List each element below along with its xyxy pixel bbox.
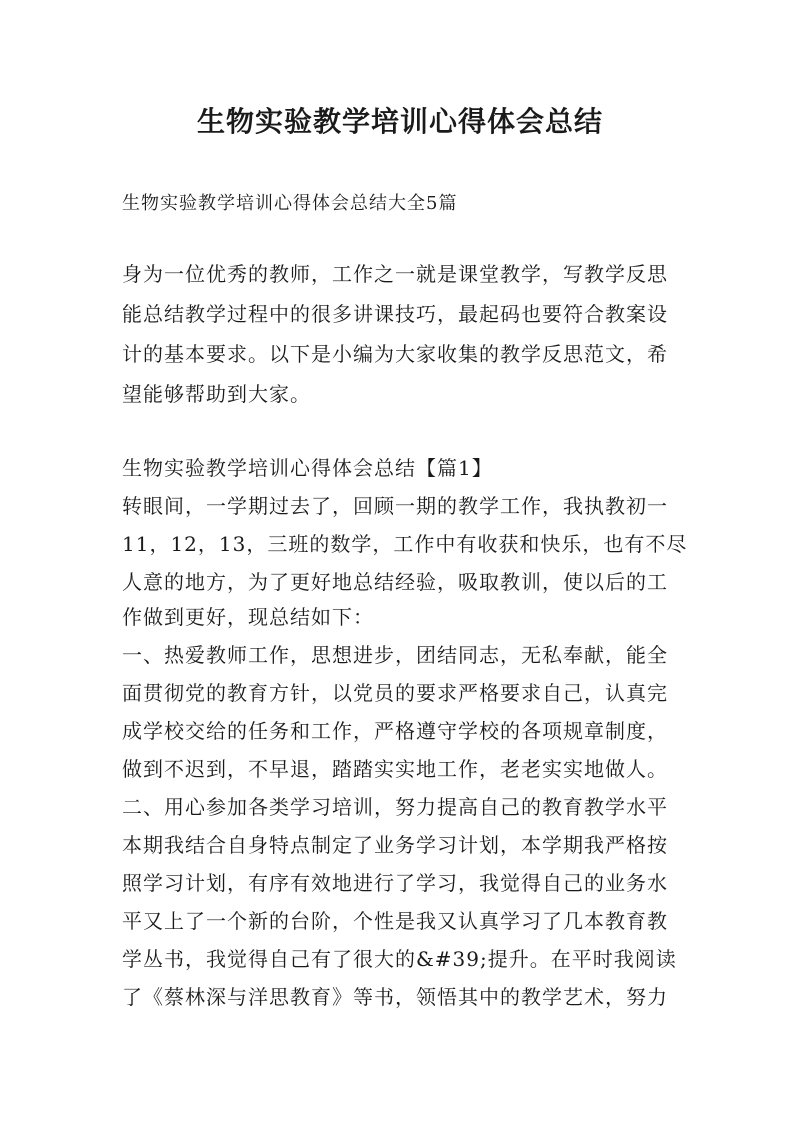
body-line: 学丛书，我觉得自己有了很大的&#39;提升。在平时我阅读 <box>122 947 677 971</box>
body-line: 成学校交给的任务和工作，严格遵守学校的各项规章制度， <box>122 719 668 743</box>
document-title: 生物实验教学培训心得体会总结 <box>196 105 603 138</box>
body-line: 二、用心参加各类学习培训，努力提高自己的教育教学水平 <box>122 795 668 819</box>
body-line: 了《蔡林深与洋思教育》等书，领悟其中的教学艺术，努力 <box>122 985 668 1009</box>
intro-line: 能总结教学过程中的很多讲课技巧，最起码也要符合教案设 <box>122 302 668 326</box>
body-line: 人意的地方，为了更好地总结经验，吸取教训，使以后的工 <box>122 570 668 594</box>
body-line: 本期我结合自身特点制定了业务学习计划，本学期我严格按 <box>122 833 668 857</box>
body-line: 转眼间，一学期过去了，回顾一期的教学工作，我执教初一 <box>122 494 668 518</box>
body-line: 面贯彻党的教育方针，以党员的要求严格要求自己，认真完 <box>122 681 668 705</box>
body-line: 平又上了一个新的台阶，个性是我又认真学习了几本教育教 <box>122 909 668 933</box>
body-line: 一、热爱教师工作，思想进步，团结同志，无私奉献，能全 <box>122 643 668 667</box>
intro-line: 望能够帮助到大家。 <box>122 382 311 406</box>
body-line: 做到不迟到，不早退，踏踏实实地工作，老老实实地做人。 <box>122 757 668 781</box>
document-subtitle: 生物实验教学培训心得体会总结大全5篇 <box>122 193 458 214</box>
body-line: 作做到更好，现总结如下： <box>122 605 374 629</box>
intro-line: 身为一位优秀的教师，工作之一就是课堂教学，写教学反思 <box>122 262 668 286</box>
body-line: 照学习计划，有序有效地进行了学习，我觉得自己的业务水 <box>122 871 668 895</box>
body-line: 11，12，13，三班的数学，工作中有收获和快乐，也有不尽 <box>122 532 688 556</box>
intro-line: 计的基本要求。以下是小编为大家收集的教学反思范文，希 <box>122 342 668 366</box>
section-heading: 生物实验教学培训心得体会总结【篇1】 <box>122 456 493 480</box>
